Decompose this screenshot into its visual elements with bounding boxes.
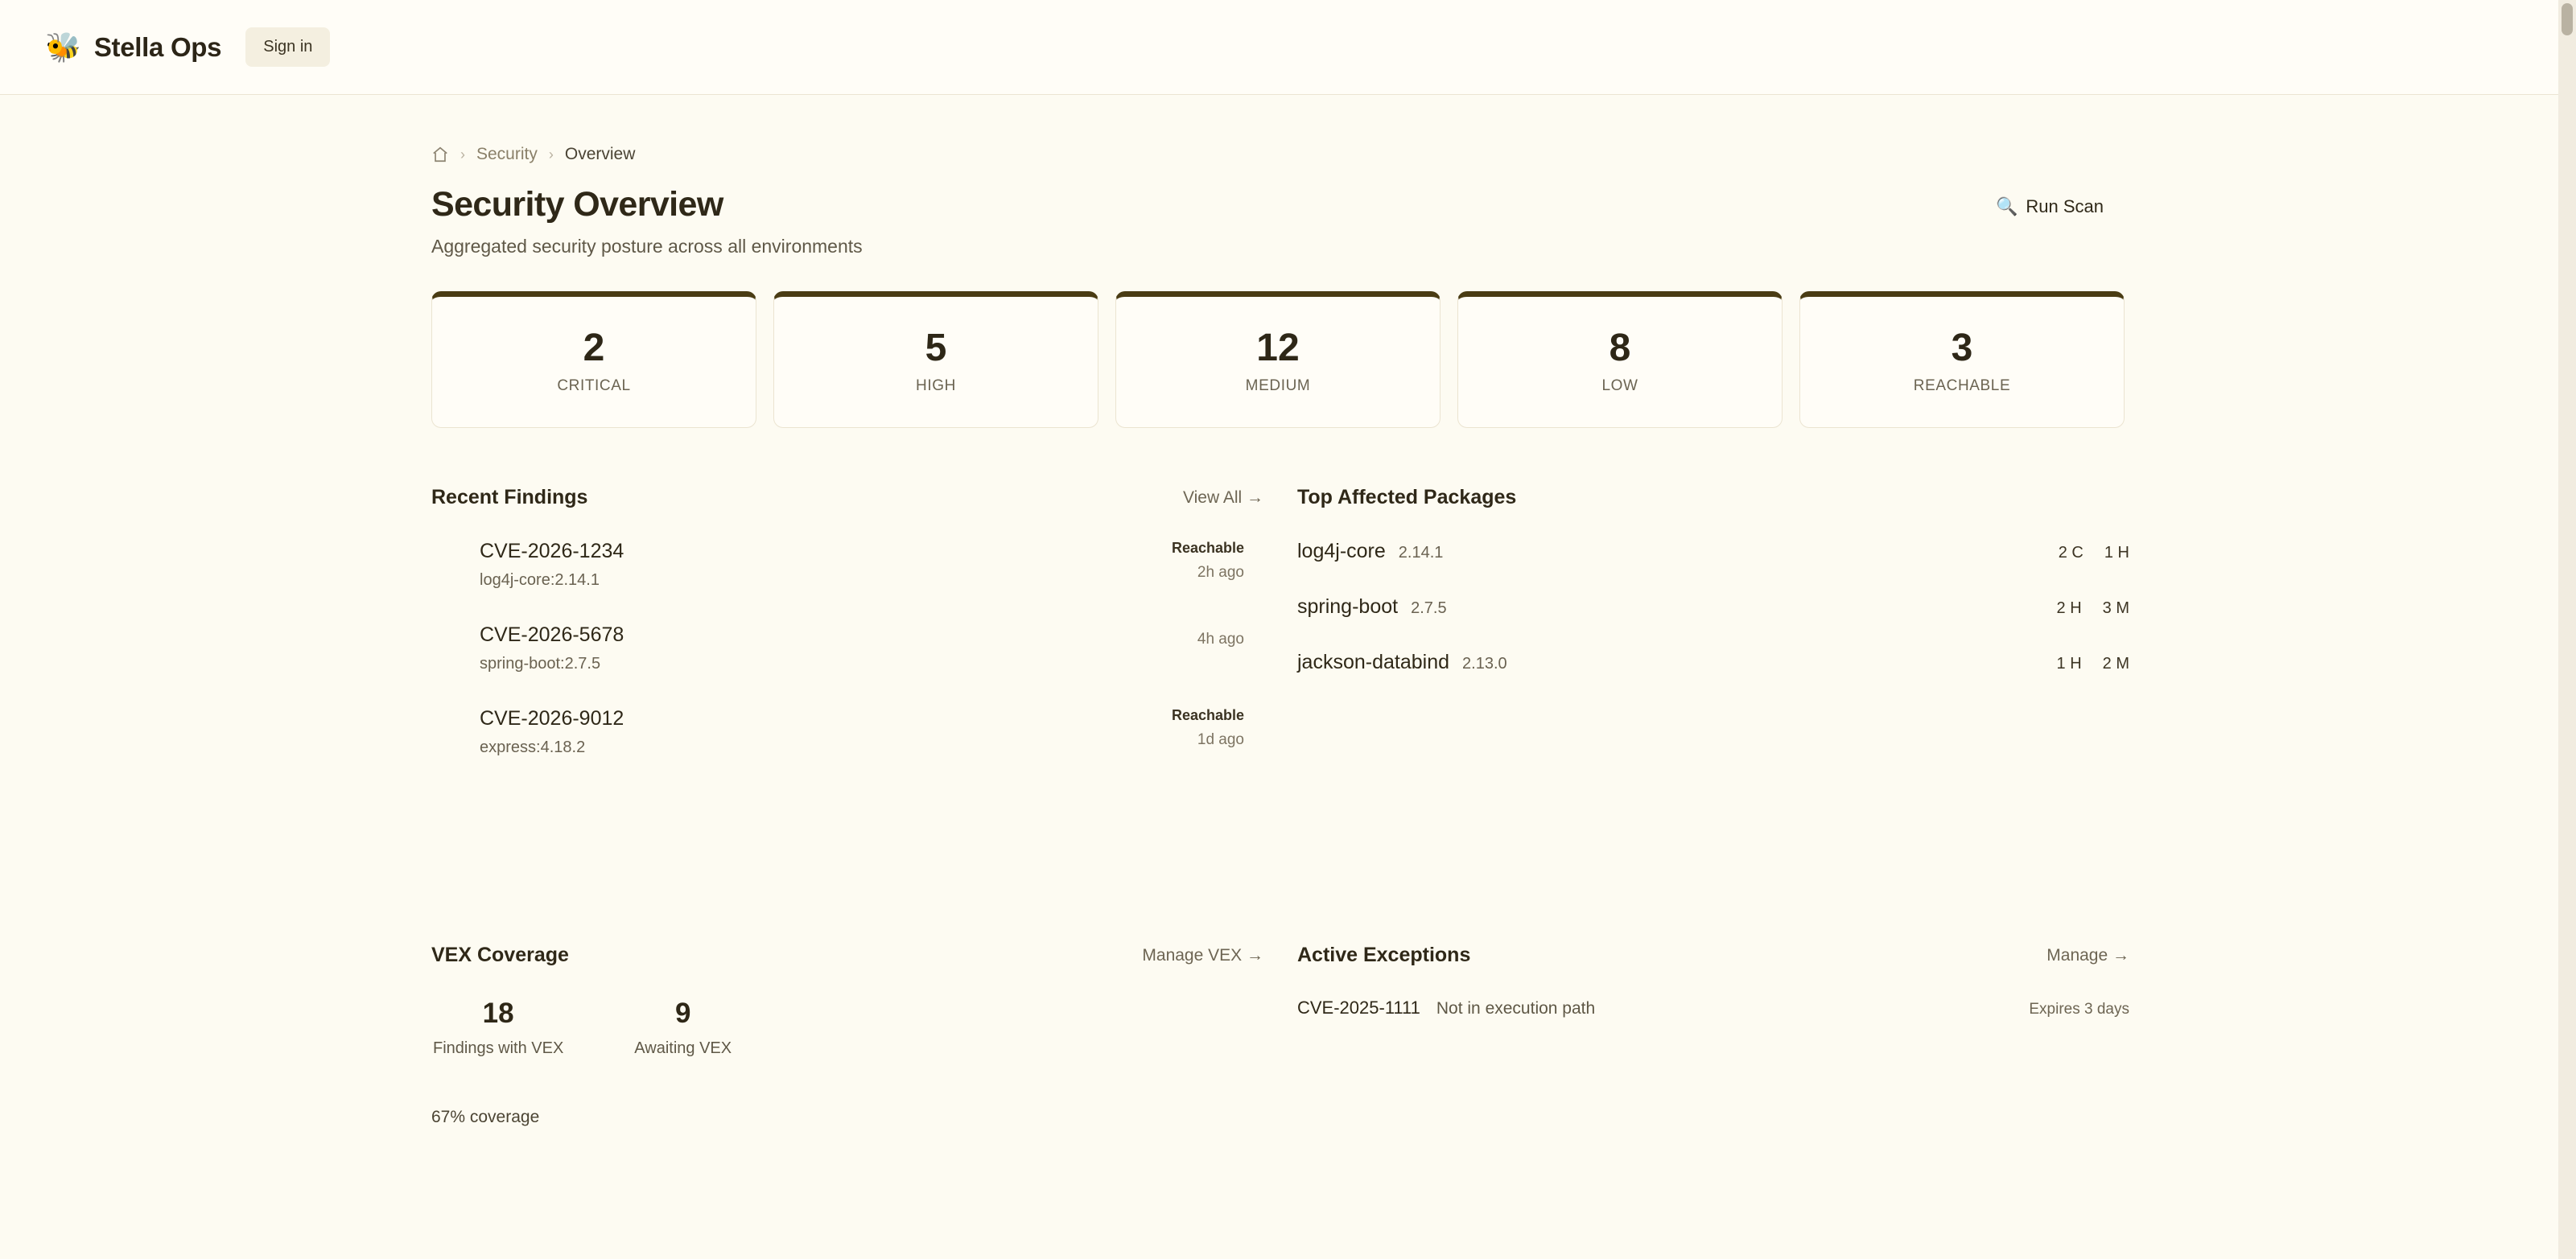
bottom-grid — [431, 944, 2129, 1127]
panel-title: VEX Coverage — [431, 944, 569, 966]
stat-card-medium[interactable] — [1115, 291, 1440, 428]
package-count-secondary: 3 M — [2102, 599, 2129, 617]
brand[interactable] — [45, 32, 221, 63]
package-count-primary: 1 H — [2056, 655, 2082, 673]
active-exceptions-header — [1297, 944, 2129, 967]
vex-with-value: 18 — [482, 998, 514, 1029]
page-header — [431, 185, 2129, 257]
magnifier-icon: 🔍 — [1995, 196, 2018, 216]
finding-package: spring-boot:2.7.5 — [480, 655, 601, 673]
finding-time: 2h ago — [1197, 564, 1244, 581]
stat-card-high[interactable] — [773, 291, 1098, 428]
finding-meta — [1172, 707, 1244, 749]
vex-coverage-panel — [431, 944, 1263, 1127]
home-icon[interactable] — [431, 146, 449, 163]
package-counts — [2059, 544, 2129, 562]
stat-label: CRITICAL — [557, 377, 631, 394]
package-version: 2.14.1 — [1398, 544, 1444, 562]
severity-stats — [431, 291, 2129, 428]
package-row[interactable] — [1297, 540, 2129, 563]
vex-with-metric — [433, 998, 563, 1058]
sign-in-button[interactable]: Sign in — [245, 27, 330, 67]
stat-label: HIGH — [916, 377, 956, 394]
panel-title: Active Exceptions — [1297, 944, 1471, 966]
stat-value: 5 — [925, 327, 947, 369]
brand-name: Stella Ops — [93, 31, 222, 62]
stat-value: 3 — [1951, 327, 1973, 369]
finding-row[interactable] — [431, 707, 1263, 757]
recent-findings-header — [431, 486, 1263, 509]
breadcrumb-item-security[interactable]: Security — [476, 145, 538, 163]
package-info — [1297, 540, 1443, 563]
vex-awaiting-value: 9 — [674, 998, 691, 1029]
package-name: jackson-databind — [1297, 651, 1450, 673]
package-counts — [2057, 655, 2129, 673]
package-count-primary: 2 H — [2056, 599, 2082, 617]
run-scan-label: Run Scan — [2026, 196, 2104, 216]
package-version: 2.13.0 — [1462, 655, 1507, 673]
stat-value: 8 — [1609, 327, 1631, 369]
stat-label: MEDIUM — [1245, 377, 1311, 394]
panel-title: Top Affected Packages — [1297, 486, 1517, 508]
package-version: 2.7.5 — [1411, 599, 1447, 617]
breadcrumb-item-overview: Overview — [564, 145, 636, 163]
finding-meta — [1197, 623, 1244, 648]
vex-coverage-text: 67% coverage — [431, 1108, 540, 1126]
finding-id: CVE-2026-1234 — [480, 540, 624, 562]
middle-grid — [431, 486, 2129, 791]
content-column — [431, 145, 2129, 1127]
finding-package: express:4.18.2 — [480, 739, 586, 756]
breadcrumb-separator-2: › — [548, 146, 554, 163]
recent-findings-panel — [431, 486, 1263, 791]
breadcrumb-separator-1: › — [460, 146, 465, 163]
stat-card-reachable[interactable] — [1799, 291, 2125, 428]
finding-row[interactable] — [431, 623, 1263, 673]
manage-exceptions-link[interactable]: Manage → — [2046, 945, 2129, 965]
exception-note: Not in execution path — [1436, 999, 1596, 1018]
vex-with-label: Findings with VEX — [433, 1039, 564, 1057]
active-exceptions-panel — [1297, 944, 2129, 1127]
top-bar — [0, 0, 2576, 95]
page-header-text — [431, 185, 863, 257]
package-count-primary: 2 C — [2058, 544, 2083, 562]
exception-info — [1297, 998, 1595, 1018]
stat-value: 2 — [583, 327, 605, 369]
finding-info — [480, 540, 624, 590]
vex-awaiting-label: Awaiting VEX — [634, 1039, 732, 1057]
finding-id: CVE-2026-5678 — [480, 623, 624, 646]
finding-package: log4j-core:2.14.1 — [480, 571, 600, 589]
bee-icon: 🐝 — [45, 30, 81, 64]
page-subtitle: Aggregated security posture across all environments — [431, 236, 863, 257]
exception-id: CVE-2025-1111 — [1297, 998, 1420, 1018]
breadcrumb — [431, 145, 2129, 164]
stat-label: LOW — [1601, 377, 1638, 394]
stat-card-critical[interactable] — [431, 291, 756, 428]
stat-card-low[interactable] — [1457, 291, 1783, 428]
reachable-badge: Reachable — [1171, 707, 1244, 723]
package-count-secondary: 1 H — [2104, 544, 2129, 562]
manage-vex-link[interactable]: Manage VEX → — [1142, 945, 1263, 965]
run-scan-button[interactable] — [1996, 196, 2104, 217]
stat-value: 12 — [1256, 327, 1300, 369]
finding-time: 1d ago — [1197, 731, 1244, 748]
vex-awaiting-metric — [634, 998, 732, 1058]
vex-coverage-header — [431, 944, 1263, 967]
stat-label: REACHABLE — [1913, 377, 2011, 394]
finding-info — [480, 623, 624, 673]
top-packages-panel — [1297, 486, 2129, 791]
view-all-findings-link[interactable]: View All → — [1183, 488, 1263, 507]
top-packages-header — [1297, 486, 2129, 509]
vex-metrics — [431, 998, 1263, 1058]
package-counts — [2057, 599, 2129, 618]
package-row[interactable] — [1297, 595, 2129, 619]
finding-time: 4h ago — [1197, 631, 1244, 648]
finding-info — [480, 707, 624, 757]
package-count-secondary: 2 M — [2102, 655, 2129, 673]
page-scrollbar[interactable] — [2558, 0, 2576, 1259]
package-row[interactable] — [1297, 651, 2129, 674]
finding-row[interactable] — [431, 540, 1263, 590]
package-name: spring-boot — [1297, 595, 1399, 618]
page-content — [0, 95, 2576, 1127]
panel-title: Recent Findings — [431, 486, 588, 508]
finding-id: CVE-2026-9012 — [480, 707, 624, 730]
package-info — [1297, 651, 1507, 674]
package-info — [1297, 595, 1447, 619]
reachable-badge: Reachable — [1171, 540, 1244, 556]
exception-row[interactable] — [1297, 998, 2129, 1018]
package-name: log4j-core — [1297, 540, 1386, 562]
page-scrollbar-thumb[interactable] — [2562, 3, 2573, 35]
exception-expiry: Expires 3 days — [2029, 1001, 2129, 1018]
finding-meta — [1172, 540, 1244, 582]
page-title: Security Overview — [431, 185, 723, 224]
